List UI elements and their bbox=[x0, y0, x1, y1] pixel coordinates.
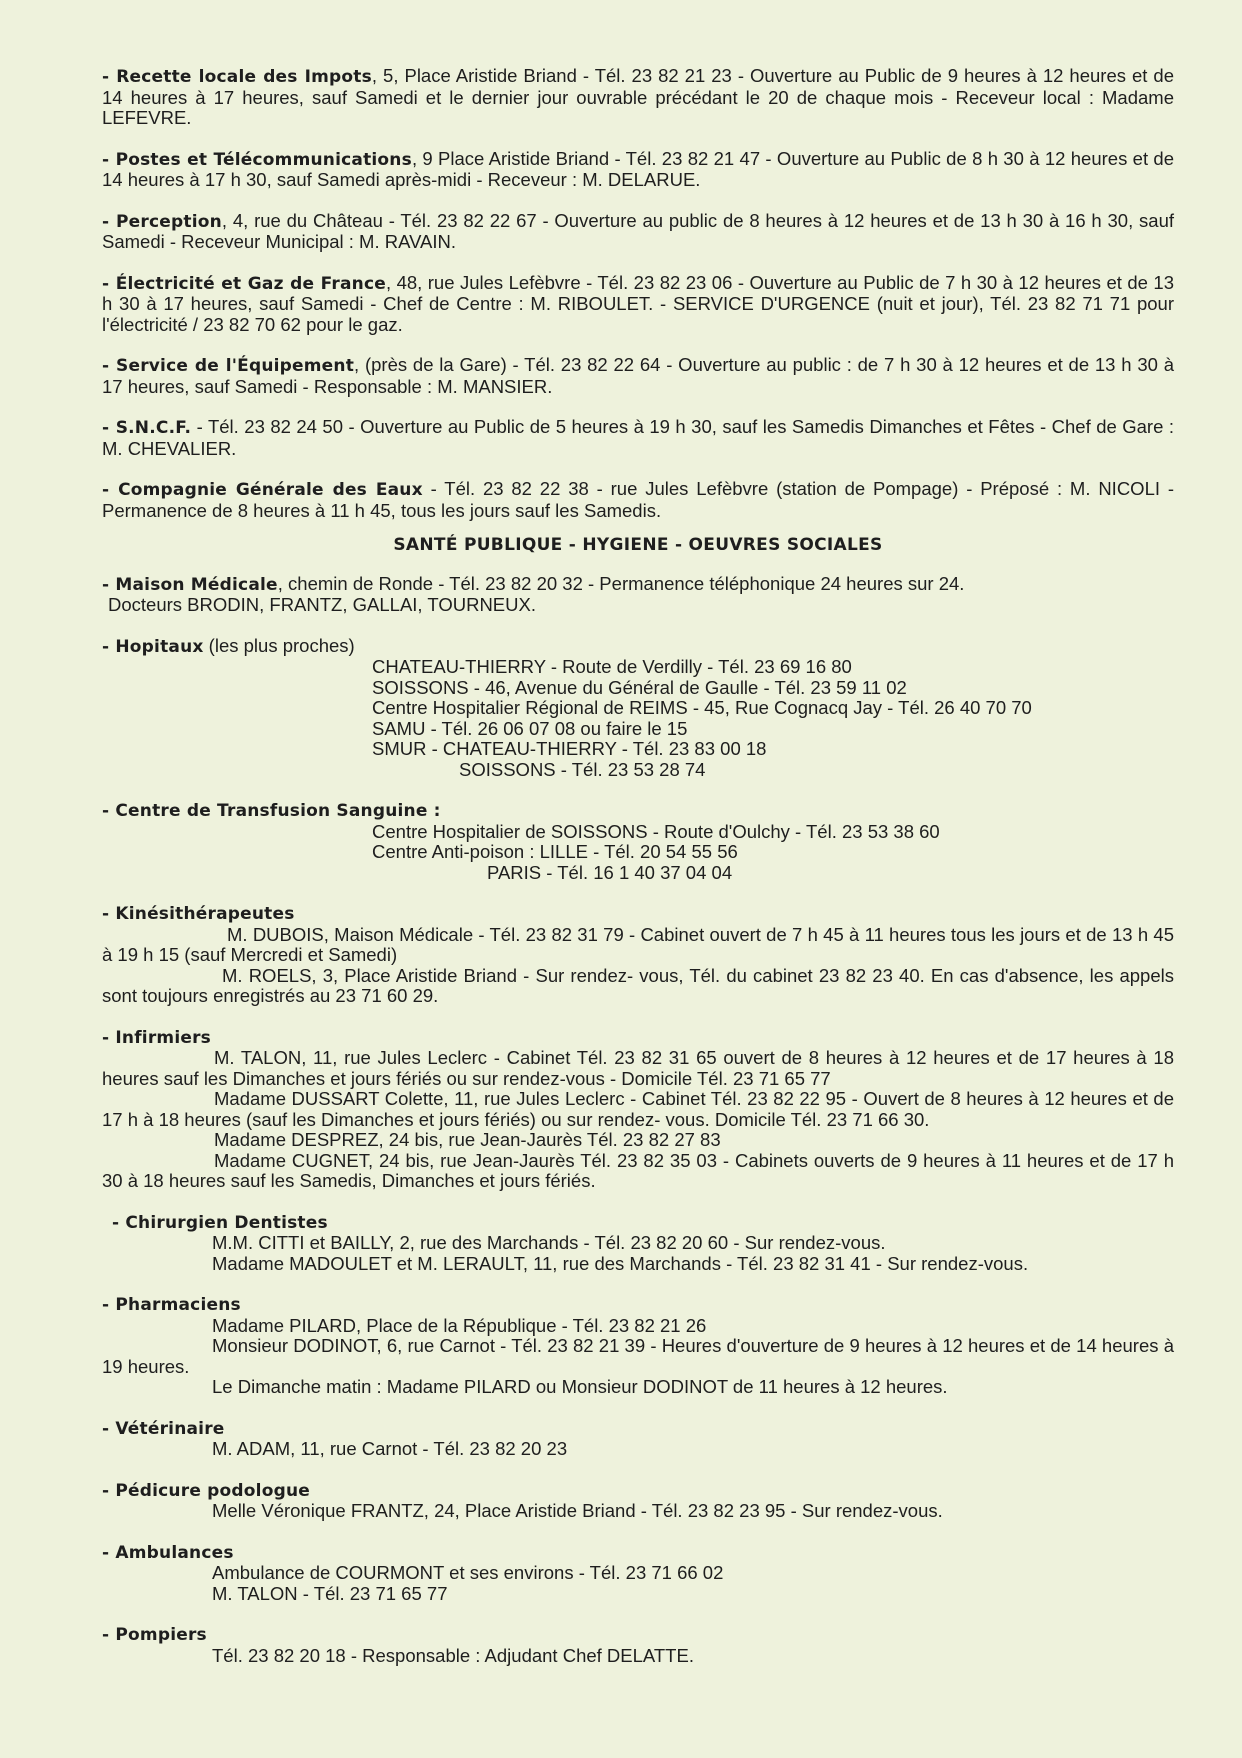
dentist-line: M.M. CITTI et BAILLY, 2, rue des Marchands - Tél. 23 82 20 60 - Sur rendez-vous. bbox=[212, 1232, 886, 1253]
ambulance-line: Ambulance de COURMONT et ses environs - Tél. 23 71 66 02 bbox=[212, 1562, 724, 1583]
entry-title: - Pompiers bbox=[102, 1625, 207, 1645]
hospital-line: SMUR - CHATEAU-THIERRY - Tél. 23 83 00 18 bbox=[372, 738, 767, 759]
podiatrist-line: Melle Véronique FRANTZ, 24, Place Aristide Briand - Tél. 23 82 23 95 - Sur rendez-vous. bbox=[212, 1500, 943, 1521]
ambulance-line: M. TALON - Tél. 23 71 65 77 bbox=[212, 1582, 448, 1604]
entry-title: - Compagnie Générale des Eaux bbox=[102, 480, 423, 500]
entry-title: - Recette locale des Impots bbox=[102, 67, 372, 87]
entry-title: - Perception bbox=[102, 211, 222, 232]
entry-eaux bbox=[102, 479, 1174, 521]
entry-text: , 5, Place Aristide Briand - Tél. 23 82 21 23 - Ouverture au Public de 9 heures à 12 heures et de 14 heures à 17 heures, sauf Samedi et le dernier jour ouvrable précédant le 20 de chaque mois - Receveur local : Madame LEFEVRE. bbox=[102, 65, 1174, 128]
entry-pompiers bbox=[102, 1624, 1174, 1666]
entry-text: , 48, rue Jules Lefèbvre - Tél. 23 82 23 06 - Ouverture au Public de 7 h 30 à 12 heures et de 13 h 30 à 17 heures, sauf Samedi - Chef de Centre : M. RIBOULET. - SERVICE D'URGENCE (nuit et jour), Tél. 23 82 71 71 pour l'électricité / 23 82 70 62 pour le gaz. bbox=[102, 271, 1174, 335]
doctors-line: Docteurs BRODIN, FRANTZ, GALLAI, TOURNEUX. bbox=[108, 594, 536, 615]
hospital-line: SOISSONS - 46, Avenue du Général de Gaulle - Tél. 23 59 11 02 bbox=[372, 676, 907, 698]
hospital-line: Centre Hospitalier Régional de REIMS - 45, Rue Cognacq Jay - Tél. 26 40 70 70 bbox=[372, 697, 1032, 718]
entry-title: - Vétérinaire bbox=[102, 1418, 225, 1439]
nurse-paragraph: M. TALON, 11, rue Jules Leclerc - Cabinet Tél. 23 82 31 65 ouvert de 8 heures à 12 heures et de 17 heures à 18 heures sauf les Dimanches et jours fériés ou sur rendez-vous - Domicile Tél. 23 71 65 77 bbox=[102, 1047, 1174, 1089]
entry-equipement bbox=[102, 355, 1174, 397]
entry-edf-gdf bbox=[102, 273, 1174, 336]
kine-paragraph: M. ROELS, 3, Place Aristide Briand - Sur rendez- vous, Tél. du cabinet 23 82 23 40. En cas d'absence, les appels sont toujours enregistrés au 23 71 60 29. bbox=[102, 964, 1174, 1006]
entry-title: - Service de l'Équipement bbox=[102, 356, 355, 376]
entry-title: - Kinésithérapeutes bbox=[102, 904, 295, 924]
entry-title: - Électricité et Gaz de France bbox=[102, 273, 386, 294]
entry-kine bbox=[102, 903, 1174, 1007]
entry-ambulances bbox=[102, 1542, 1174, 1605]
hospital-line: CHATEAU-THIERRY - Route de Verdilly - Tél. 23 69 16 80 bbox=[372, 656, 852, 677]
entry-sncf bbox=[102, 417, 1174, 459]
nurse-paragraph: Madame DUSSART Colette, 11, rue Jules Leclerc - Cabinet Tél. 23 82 22 95 - Ouvert de 8 heures à 12 heures et de 17 h à 18 heures (sauf les Dimanches et jours fériés) ou sur rendez- vous. Domicile Tél. 23 71 66 30. bbox=[102, 1088, 1174, 1130]
entry-text: , 4, rue du Château - Tél. 23 82 22 67 - Ouverture au public de 8 heures à 12 heures et de 13 h 30 à 16 h 30, sauf Samedi - Receveur Municipal : M. RAVAIN. bbox=[102, 209, 1174, 252]
entry-title: - S.N.C.F. bbox=[102, 418, 192, 438]
entry-pharmaciens bbox=[102, 1294, 1174, 1398]
entry-impots bbox=[102, 66, 1174, 129]
entry-text: , (près de la Gare) - Tél. 23 82 22 64 - Ouverture au public : de 7 h 30 à 12 heures et de 13 h 30 à 17 heures, sauf Samedi - Responsable : M. MANSIER. bbox=[102, 354, 1174, 397]
entry-title: - Postes et Télécommunications bbox=[102, 149, 412, 170]
transfusion-line: PARIS - Tél. 16 1 40 37 04 04 bbox=[487, 861, 733, 883]
kine-paragraph: M. DUBOIS, Maison Médicale - Tél. 23 82 31 79 - Cabinet ouvert de 7 h 45 à 11 heures tous les jours et de 13 h 45 à 19 h 15 (sauf Mercredi et Samedi) bbox=[102, 923, 1174, 965]
entry-title: - Maison Médicale bbox=[102, 574, 278, 595]
entry-title: - Hopitaux bbox=[102, 636, 204, 657]
entry-title: - Pédicure podologue bbox=[102, 1480, 310, 1501]
entry-title: - Centre de Transfusion Sanguine : bbox=[102, 801, 441, 821]
nurse-paragraph: Madame CUGNET, 24 bis, rue Jean-Jaurès Tél. 23 82 35 03 - Cabinets ouverts de 9 heures à 11 heures et de 17 h 30 à 18 heures sauf les Samedis, Dimanches et jours fériés. bbox=[102, 1149, 1174, 1191]
transfusion-line: Centre Anti-poison : LILLE - Tél. 20 54 55 56 bbox=[372, 841, 738, 862]
entry-text: - Tél. 23 82 22 38 - rue Jules Lefèbvre (station de Pompage) - Préposé : M. NICOLI - Permanence de 8 heures à 11 h 45, tous les jours sauf les Samedis. bbox=[102, 478, 1174, 521]
section-title: SANTÉ PUBLIQUE - HYGIENE - OEUVRES SOCIALES bbox=[393, 535, 883, 555]
pharmacy-line: Madame PILARD, Place de la République - Tél. 23 82 21 26 bbox=[212, 1314, 707, 1336]
entry-text: , chemin de Ronde - Tél. 23 82 20 32 - Permanence téléphonique 24 heures sur 24. bbox=[277, 572, 965, 594]
entry-dentistes bbox=[102, 1212, 1174, 1275]
firefighters-line: Tél. 23 82 20 18 - Responsable : Adjudant Chef DELATTE. bbox=[212, 1644, 694, 1666]
hospital-line: SAMU - Tél. 26 06 07 08 ou faire le 15 bbox=[372, 717, 688, 739]
entry-pedicure bbox=[102, 1480, 1174, 1522]
entry-title: - Chirurgien Dentistes bbox=[112, 1212, 328, 1233]
entry-transfusion bbox=[102, 800, 1174, 883]
nurse-paragraph: Madame DESPREZ, 24 bis, rue Jean-Jaurès Tél. 23 82 27 83 bbox=[214, 1129, 721, 1150]
pharmacy-line: Le Dimanche matin : Madame PILARD ou Monsieur DODINOT de 11 heures à 12 heures. bbox=[212, 1376, 948, 1397]
entry-title: - Infirmiers bbox=[102, 1027, 211, 1048]
entry-text: , 9 Place Aristide Briand - Tél. 23 82 21 47 - Ouverture au Public de 8 h 30 à 12 heures et de 14 heures à 17 h 30, sauf Samedi après-midi - Receveur : M. DELARUE. bbox=[102, 147, 1174, 190]
vet-line: M. ADAM, 11, rue Carnot - Tél. 23 82 20 23 bbox=[212, 1438, 568, 1459]
directory-page bbox=[102, 66, 1174, 1686]
entry-perception bbox=[102, 211, 1174, 253]
pharmacy-paragraph: Monsieur DODINOT, 6, rue Carnot - Tél. 23 82 21 39 - Heures d'ouverture de 9 heures à 12 heures et de 14 heures à 19 heures. bbox=[102, 1335, 1174, 1377]
entry-maison-medicale bbox=[102, 574, 1174, 616]
entry-title: - Ambulances bbox=[102, 1542, 234, 1563]
entry-title: - Pharmaciens bbox=[102, 1295, 241, 1315]
entry-subtitle: (les plus proches) bbox=[203, 634, 355, 656]
transfusion-line: Centre Hospitalier de SOISSONS - Route d'Oulchy - Tél. 23 53 38 60 bbox=[372, 820, 940, 842]
entry-text: - Tél. 23 82 24 50 - Ouverture au Public de 5 heures à 19 h 30, sauf les Samedis Dimanches et Fêtes - Chef de Gare : M. CHEVALIER. bbox=[102, 416, 1174, 459]
hospital-line: SOISSONS - Tél. 23 53 28 74 bbox=[459, 758, 706, 780]
entry-postes bbox=[102, 149, 1174, 191]
entry-infirmiers bbox=[102, 1027, 1174, 1192]
entry-veterinaire bbox=[102, 1418, 1174, 1460]
dentist-line: Madame MADOULET et M. LERAULT, 11, rue des Marchands - Tél. 23 82 31 41 - Sur rendez-vous. bbox=[212, 1252, 1029, 1274]
entry-hopitaux bbox=[102, 636, 1174, 781]
